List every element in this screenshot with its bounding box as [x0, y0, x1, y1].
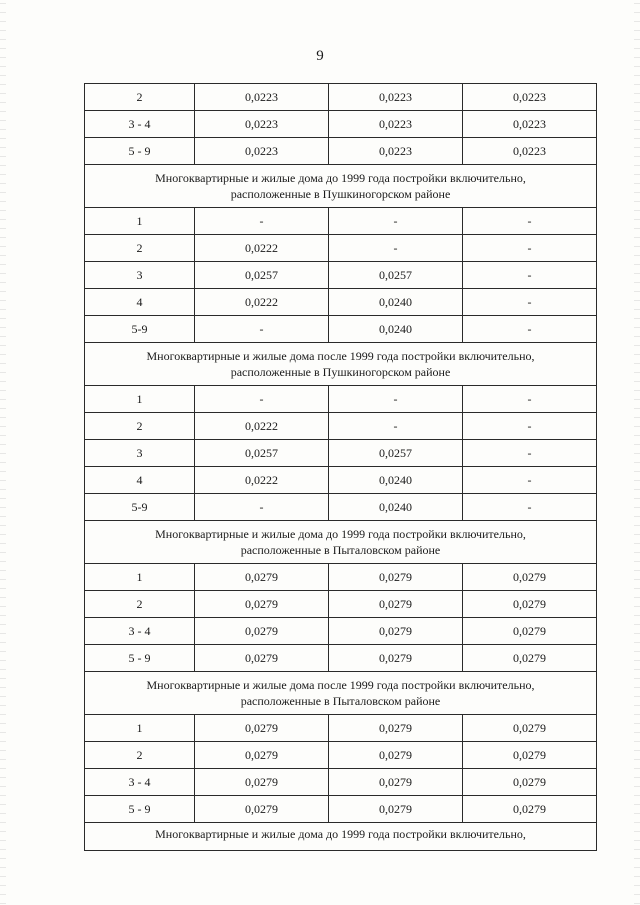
table-row: [85, 591, 597, 618]
section-header-line: Многоквартирные и жилые дома после 1999 года постройки включительно,: [146, 678, 535, 692]
rate-cell: -: [329, 208, 463, 235]
rate-cell: 0,0257: [195, 440, 329, 467]
section-header-row: [85, 823, 597, 851]
section-header-row: [85, 165, 597, 208]
table-row: [85, 84, 597, 111]
rate-cell: 0,0222: [195, 289, 329, 316]
section-header-line: Многоквартирные и жилые дома после 1999 года постройки включительно,: [146, 349, 535, 363]
table-row: [85, 564, 597, 591]
rate-cell: 0,0279: [329, 564, 463, 591]
table-row: [85, 494, 597, 521]
scan-edge-right: [634, 0, 640, 905]
table-row: [85, 618, 597, 645]
rate-cell: -: [195, 386, 329, 413]
floors-cell: 3: [85, 262, 195, 289]
rate-cell: -: [329, 413, 463, 440]
floors-cell: 3 - 4: [85, 111, 195, 138]
rate-cell: 0,0279: [463, 769, 597, 796]
section-header-cell: [85, 521, 597, 564]
section-header-row: [85, 521, 597, 564]
rate-cell: 0,0279: [195, 715, 329, 742]
floors-cell: 2: [85, 84, 195, 111]
rate-cell: 0,0279: [195, 618, 329, 645]
section-header-cell: [85, 823, 597, 851]
rate-cell: 0,0279: [195, 742, 329, 769]
section-header-cell: [85, 165, 597, 208]
rate-cell: 0,0279: [195, 769, 329, 796]
rate-cell: 0,0279: [463, 591, 597, 618]
table-row: [85, 440, 597, 467]
section-header-line: Многоквартирные и жилые дома до 1999 года постройки включительно,: [155, 527, 526, 541]
floors-cell: 5 - 9: [85, 138, 195, 165]
rate-cell: 0,0222: [195, 467, 329, 494]
table-row: [85, 235, 597, 262]
rate-cell: -: [463, 494, 597, 521]
rate-cell: 0,0279: [195, 591, 329, 618]
section-header-line: расположенные в Пушкиногорском районе: [230, 365, 451, 379]
floors-cell: 1: [85, 564, 195, 591]
rate-cell: -: [463, 386, 597, 413]
rate-cell: 0,0240: [329, 467, 463, 494]
floors-cell: 3 - 4: [85, 618, 195, 645]
rate-cell: 0,0279: [329, 715, 463, 742]
rate-cell: 0,0279: [195, 796, 329, 823]
rate-cell: 0,0279: [329, 742, 463, 769]
floors-cell: 1: [85, 386, 195, 413]
floors-cell: 5 - 9: [85, 796, 195, 823]
floors-cell: 5 - 9: [85, 645, 195, 672]
table-row: [85, 111, 597, 138]
rate-cell: -: [463, 413, 597, 440]
rate-cell: -: [463, 316, 597, 343]
rate-cell: 0,0223: [195, 111, 329, 138]
section-header-line: Многоквартирные и жилые дома до 1999 года постройки включительно,: [155, 171, 526, 185]
section-header-row: [85, 343, 597, 386]
table-row: [85, 208, 597, 235]
rate-cell: -: [195, 208, 329, 235]
section-header-row: [85, 672, 597, 715]
rate-cell: 0,0222: [195, 235, 329, 262]
rate-cell: 0,0279: [329, 618, 463, 645]
table-row: [85, 262, 597, 289]
rate-cell: 0,0279: [195, 645, 329, 672]
section-header-line: расположенные в Пушкиногорском районе: [230, 187, 451, 201]
table-row: [85, 742, 597, 769]
rate-cell: 0,0279: [463, 645, 597, 672]
floors-cell: 2: [85, 591, 195, 618]
rates-table-body: [85, 84, 597, 851]
rate-cell: 0,0279: [463, 618, 597, 645]
section-header-line: расположенные в Пыталовском районе: [240, 543, 441, 557]
floors-cell: 2: [85, 235, 195, 262]
rate-cell: 0,0240: [329, 289, 463, 316]
floors-cell: 5-9: [85, 316, 195, 343]
table-row: [85, 796, 597, 823]
rate-cell: -: [463, 235, 597, 262]
rate-cell: 0,0279: [329, 769, 463, 796]
rate-cell: 0,0223: [463, 138, 597, 165]
rate-cell: 0,0279: [463, 564, 597, 591]
rate-cell: 0,0223: [329, 111, 463, 138]
rate-cell: 0,0222: [195, 413, 329, 440]
table-row: [85, 289, 597, 316]
rate-cell: -: [195, 316, 329, 343]
section-header-line: Многоквартирные и жилые дома до 1999 года постройки включительно,: [155, 827, 526, 841]
rate-cell: -: [463, 208, 597, 235]
page-number: 9: [316, 48, 324, 64]
rate-cell: 0,0223: [195, 138, 329, 165]
rate-cell: 0,0279: [463, 796, 597, 823]
scan-edge-left: [0, 0, 6, 905]
floors-cell: 2: [85, 742, 195, 769]
table-row: [85, 138, 597, 165]
rate-cell: -: [463, 440, 597, 467]
section-header-line: расположенные в Пыталовском районе: [240, 694, 441, 708]
rate-cell: 0,0223: [195, 84, 329, 111]
rate-cell: 0,0223: [329, 138, 463, 165]
rate-cell: -: [195, 494, 329, 521]
rates-table: [84, 83, 597, 851]
rate-cell: 0,0279: [329, 796, 463, 823]
rate-cell: 0,0257: [329, 440, 463, 467]
table-row: [85, 467, 597, 494]
rate-cell: 0,0257: [195, 262, 329, 289]
rate-cell: 0,0223: [329, 84, 463, 111]
rate-cell: 0,0257: [329, 262, 463, 289]
floors-cell: 5-9: [85, 494, 195, 521]
rate-cell: -: [329, 235, 463, 262]
rate-cell: 0,0279: [463, 715, 597, 742]
floors-cell: 3 - 4: [85, 769, 195, 796]
section-header-cell: [85, 343, 597, 386]
rate-cell: 0,0279: [195, 564, 329, 591]
rate-cell: 0,0223: [463, 84, 597, 111]
rate-cell: -: [329, 386, 463, 413]
floors-cell: 4: [85, 289, 195, 316]
table-row: [85, 413, 597, 440]
rate-cell: -: [463, 467, 597, 494]
table-row: [85, 769, 597, 796]
table-row: [85, 715, 597, 742]
rate-cell: -: [463, 262, 597, 289]
rate-cell: 0,0223: [463, 111, 597, 138]
rate-cell: 0,0279: [329, 591, 463, 618]
floors-cell: 3: [85, 440, 195, 467]
rate-cell: 0,0240: [329, 316, 463, 343]
floors-cell: 4: [85, 467, 195, 494]
table-row: [85, 645, 597, 672]
rate-cell: 0,0279: [329, 645, 463, 672]
floors-cell: 2: [85, 413, 195, 440]
rate-cell: -: [463, 289, 597, 316]
table-row: [85, 386, 597, 413]
floors-cell: 1: [85, 715, 195, 742]
rate-cell: 0,0279: [463, 742, 597, 769]
rate-cell: 0,0240: [329, 494, 463, 521]
section-header-cell: [85, 672, 597, 715]
table-row: [85, 316, 597, 343]
floors-cell: 1: [85, 208, 195, 235]
